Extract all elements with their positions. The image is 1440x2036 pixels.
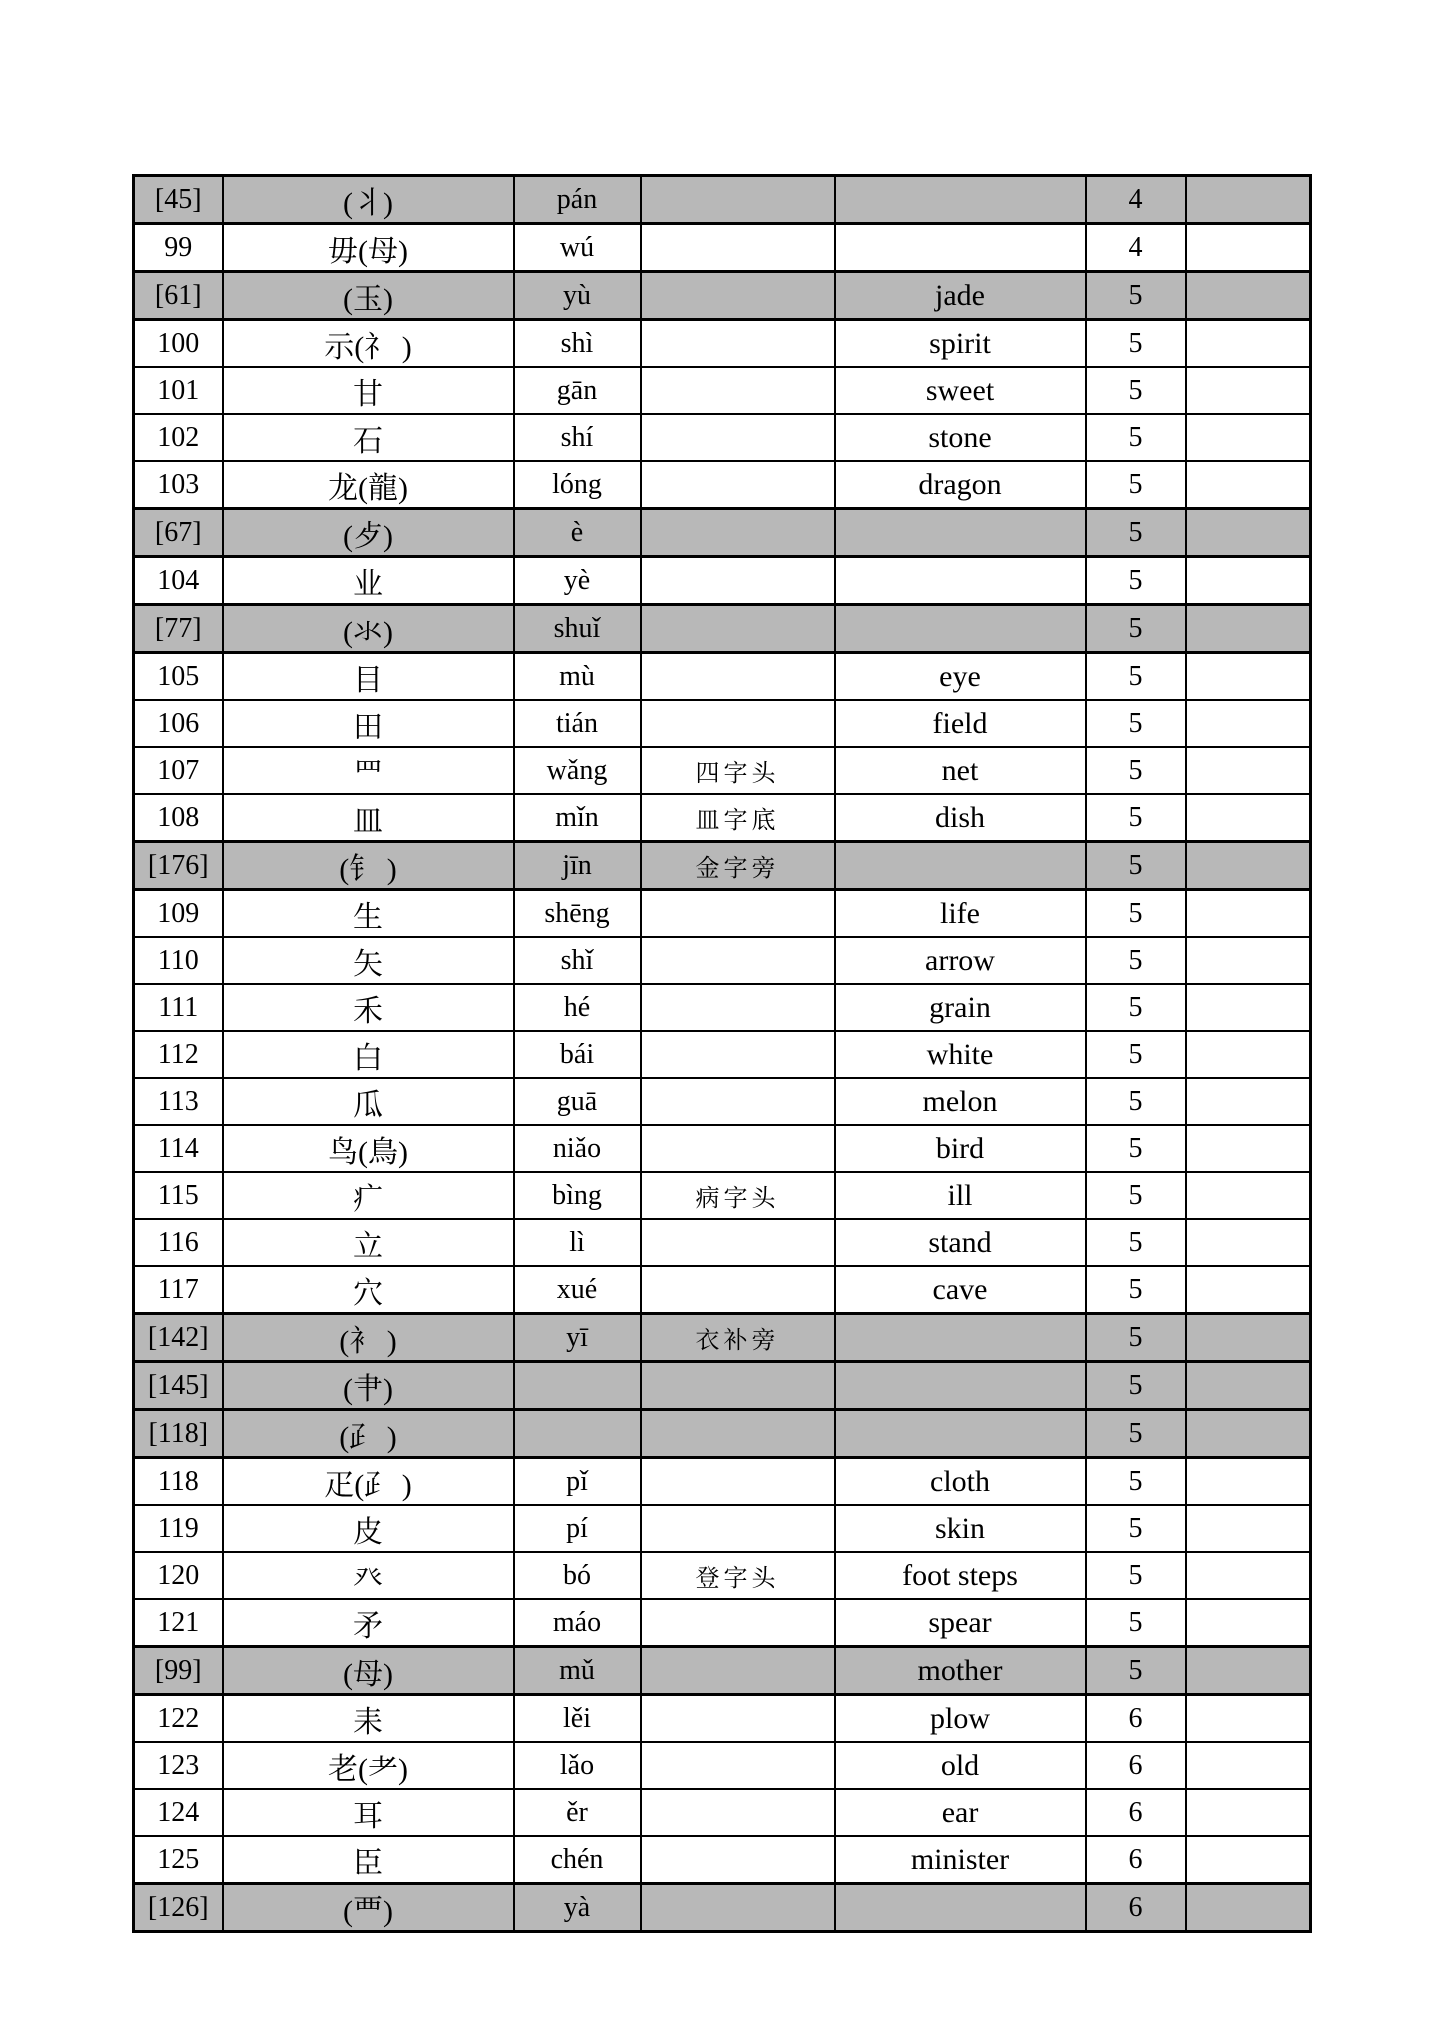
cell-radical-name xyxy=(641,605,835,653)
cell-pinyin: tián xyxy=(514,700,641,747)
cell-stroke-count: 5 xyxy=(1086,509,1186,557)
cell-character: 禾 xyxy=(223,984,514,1031)
table-row xyxy=(134,1031,1311,1078)
cell-radical-name: 金字旁 xyxy=(641,842,835,890)
cell-radical-name xyxy=(641,176,835,224)
cell-meaning: old xyxy=(835,1742,1086,1789)
cell-radical-number: 120 xyxy=(134,1552,223,1599)
cell-stroke-count: 5 xyxy=(1086,984,1186,1031)
cell-character: 矛 xyxy=(223,1599,514,1647)
cell-pinyin: shēng xyxy=(514,890,641,938)
cell-character: (⺪ ) xyxy=(223,1410,514,1458)
cell-pinyin: pán xyxy=(514,176,641,224)
table-row xyxy=(134,1599,1311,1647)
cell-notes xyxy=(1186,1836,1311,1884)
cell-pinyin xyxy=(514,1362,641,1410)
cell-stroke-count: 5 xyxy=(1086,700,1186,747)
table-row xyxy=(134,1410,1311,1458)
cell-notes xyxy=(1186,1219,1311,1266)
cell-radical-number: [67] xyxy=(134,509,223,557)
table-row xyxy=(134,1884,1311,1932)
cell-radical-number: 119 xyxy=(134,1505,223,1552)
cell-radical-name: 皿字底 xyxy=(641,794,835,842)
cell-character: 鸟(鳥) xyxy=(223,1125,514,1172)
cell-stroke-count: 5 xyxy=(1086,1362,1186,1410)
cell-character: 疒 xyxy=(223,1172,514,1219)
cell-radical-number: [45] xyxy=(134,176,223,224)
cell-notes xyxy=(1186,937,1311,984)
cell-meaning: grain xyxy=(835,984,1086,1031)
cell-radical-number: 105 xyxy=(134,653,223,701)
table-row xyxy=(134,747,1311,794)
table-row xyxy=(134,509,1311,557)
cell-notes xyxy=(1186,1125,1311,1172)
cell-meaning xyxy=(835,557,1086,605)
cell-character: 癶 xyxy=(223,1552,514,1599)
cell-notes xyxy=(1186,1078,1311,1125)
cell-meaning xyxy=(835,1410,1086,1458)
cell-radical-name xyxy=(641,1505,835,1552)
table-row xyxy=(134,414,1311,461)
cell-stroke-count: 5 xyxy=(1086,1266,1186,1314)
cell-notes xyxy=(1186,747,1311,794)
cell-character: 罒 xyxy=(223,747,514,794)
table-row xyxy=(134,794,1311,842)
cell-stroke-count: 5 xyxy=(1086,1172,1186,1219)
cell-notes xyxy=(1186,509,1311,557)
cell-radical-number: 111 xyxy=(134,984,223,1031)
cell-radical-number: 103 xyxy=(134,461,223,509)
cell-pinyin: jīn xyxy=(514,842,641,890)
cell-stroke-count: 5 xyxy=(1086,1410,1186,1458)
cell-radical-number: 117 xyxy=(134,1266,223,1314)
cell-radical-name xyxy=(641,700,835,747)
cell-character: (玉) xyxy=(223,272,514,320)
cell-stroke-count: 5 xyxy=(1086,1219,1186,1266)
cell-pinyin: lěi xyxy=(514,1695,641,1743)
cell-character: (母) xyxy=(223,1647,514,1695)
table-row xyxy=(134,461,1311,509)
cell-notes xyxy=(1186,700,1311,747)
table-row xyxy=(134,1695,1311,1743)
cell-radical-number: 118 xyxy=(134,1458,223,1506)
cell-notes xyxy=(1186,890,1311,938)
cell-meaning: white xyxy=(835,1031,1086,1078)
cell-meaning: sweet xyxy=(835,367,1086,414)
cell-character: 目 xyxy=(223,653,514,701)
cell-radical-number: 108 xyxy=(134,794,223,842)
cell-radical-name xyxy=(641,1125,835,1172)
cell-character: 矢 xyxy=(223,937,514,984)
cell-radical-name xyxy=(641,1410,835,1458)
cell-stroke-count: 5 xyxy=(1086,1599,1186,1647)
cell-radical-number: 114 xyxy=(134,1125,223,1172)
cell-meaning: stand xyxy=(835,1219,1086,1266)
cell-stroke-count: 4 xyxy=(1086,176,1186,224)
cell-meaning: field xyxy=(835,700,1086,747)
cell-meaning xyxy=(835,1314,1086,1362)
cell-radical-name: 四字头 xyxy=(641,747,835,794)
cell-notes xyxy=(1186,1410,1311,1458)
cell-radical-number: 106 xyxy=(134,700,223,747)
cell-character: (肀) xyxy=(223,1362,514,1410)
cell-notes xyxy=(1186,320,1311,368)
cell-meaning: plow xyxy=(835,1695,1086,1743)
cell-character: 龙(龍) xyxy=(223,461,514,509)
cell-pinyin: gān xyxy=(514,367,641,414)
cell-radical-number: 121 xyxy=(134,1599,223,1647)
cell-character: 生 xyxy=(223,890,514,938)
table-row xyxy=(134,605,1311,653)
cell-meaning: stone xyxy=(835,414,1086,461)
cell-radical-name xyxy=(641,509,835,557)
cell-radical-number: [118] xyxy=(134,1410,223,1458)
cell-notes xyxy=(1186,176,1311,224)
cell-pinyin: mǐn xyxy=(514,794,641,842)
cell-radical-name xyxy=(641,320,835,368)
cell-notes xyxy=(1186,1695,1311,1743)
cell-radical-name xyxy=(641,1789,835,1836)
cell-radical-number: 110 xyxy=(134,937,223,984)
cell-radical-number: 109 xyxy=(134,890,223,938)
cell-radical-number: 101 xyxy=(134,367,223,414)
cell-radical-number: 107 xyxy=(134,747,223,794)
cell-notes xyxy=(1186,224,1311,272)
table-row xyxy=(134,984,1311,1031)
cell-stroke-count: 5 xyxy=(1086,1031,1186,1078)
cell-notes xyxy=(1186,984,1311,1031)
cell-meaning: dish xyxy=(835,794,1086,842)
cell-stroke-count: 5 xyxy=(1086,890,1186,938)
cell-pinyin: yè xyxy=(514,557,641,605)
cell-pinyin: shǐ xyxy=(514,937,641,984)
cell-meaning: dragon xyxy=(835,461,1086,509)
table-row xyxy=(134,1172,1311,1219)
cell-character: 臣 xyxy=(223,1836,514,1884)
cell-notes xyxy=(1186,1599,1311,1647)
cell-pinyin: pí xyxy=(514,1505,641,1552)
table-row xyxy=(134,1362,1311,1410)
cell-radical-name xyxy=(641,1742,835,1789)
cell-radical-number: [176] xyxy=(134,842,223,890)
table-row xyxy=(134,842,1311,890)
table-row xyxy=(134,1789,1311,1836)
cell-notes xyxy=(1186,1647,1311,1695)
cell-pinyin: yà xyxy=(514,1884,641,1932)
cell-meaning xyxy=(835,1884,1086,1932)
cell-radical-name xyxy=(641,367,835,414)
cell-radical-name xyxy=(641,1836,835,1884)
cell-pinyin: shuǐ xyxy=(514,605,641,653)
cell-meaning: cloth xyxy=(835,1458,1086,1506)
cell-radical-name xyxy=(641,937,835,984)
cell-pinyin xyxy=(514,1410,641,1458)
cell-radical-number: 124 xyxy=(134,1789,223,1836)
cell-character: (钅 ) xyxy=(223,842,514,890)
cell-radical-number: [145] xyxy=(134,1362,223,1410)
cell-notes xyxy=(1186,1172,1311,1219)
cell-stroke-count: 5 xyxy=(1086,320,1186,368)
table-row xyxy=(134,272,1311,320)
cell-stroke-count: 5 xyxy=(1086,605,1186,653)
cell-pinyin: shì xyxy=(514,320,641,368)
cell-radical-name xyxy=(641,653,835,701)
cell-stroke-count: 5 xyxy=(1086,557,1186,605)
cell-radical-name xyxy=(641,557,835,605)
cell-character: (氺) xyxy=(223,605,514,653)
cell-radical-name xyxy=(641,1078,835,1125)
cell-character: 耒 xyxy=(223,1695,514,1743)
cell-radical-number: 102 xyxy=(134,414,223,461)
cell-notes xyxy=(1186,1314,1311,1362)
table-row xyxy=(134,1314,1311,1362)
table-row xyxy=(134,367,1311,414)
cell-stroke-count: 5 xyxy=(1086,272,1186,320)
cell-character: 老(耂) xyxy=(223,1742,514,1789)
cell-stroke-count: 5 xyxy=(1086,747,1186,794)
cell-radical-name xyxy=(641,1031,835,1078)
cell-radical-number: 123 xyxy=(134,1742,223,1789)
cell-character: 石 xyxy=(223,414,514,461)
cell-pinyin: niǎo xyxy=(514,1125,641,1172)
cell-stroke-count: 6 xyxy=(1086,1695,1186,1743)
cell-stroke-count: 5 xyxy=(1086,1458,1186,1506)
cell-pinyin: shí xyxy=(514,414,641,461)
cell-notes xyxy=(1186,605,1311,653)
cell-radical-number: [126] xyxy=(134,1884,223,1932)
cell-notes xyxy=(1186,1552,1311,1599)
cell-radical-number: [142] xyxy=(134,1314,223,1362)
cell-radical-name xyxy=(641,1266,835,1314)
cell-pinyin: ěr xyxy=(514,1789,641,1836)
table-row xyxy=(134,1219,1311,1266)
cell-radical-number: 115 xyxy=(134,1172,223,1219)
cell-notes xyxy=(1186,414,1311,461)
cell-meaning: foot steps xyxy=(835,1552,1086,1599)
cell-notes xyxy=(1186,272,1311,320)
cell-character: 示(礻 ) xyxy=(223,320,514,368)
table-row xyxy=(134,320,1311,368)
cell-pinyin: chén xyxy=(514,1836,641,1884)
cell-stroke-count: 5 xyxy=(1086,937,1186,984)
cell-notes xyxy=(1186,1884,1311,1932)
cell-pinyin: bó xyxy=(514,1552,641,1599)
cell-pinyin: lì xyxy=(514,1219,641,1266)
cell-meaning: life xyxy=(835,890,1086,938)
table-row xyxy=(134,1458,1311,1506)
cell-character: 白 xyxy=(223,1031,514,1078)
cell-radical-number: 99 xyxy=(134,224,223,272)
cell-stroke-count: 6 xyxy=(1086,1789,1186,1836)
table-row xyxy=(134,557,1311,605)
cell-character: 皿 xyxy=(223,794,514,842)
cell-meaning: spirit xyxy=(835,320,1086,368)
cell-radical-name xyxy=(641,1884,835,1932)
cell-character: 甘 xyxy=(223,367,514,414)
cell-meaning: ill xyxy=(835,1172,1086,1219)
cell-pinyin: hé xyxy=(514,984,641,1031)
cell-stroke-count: 5 xyxy=(1086,1125,1186,1172)
cell-stroke-count: 5 xyxy=(1086,794,1186,842)
cell-notes xyxy=(1186,1266,1311,1314)
cell-pinyin: xué xyxy=(514,1266,641,1314)
cell-notes xyxy=(1186,1789,1311,1836)
cell-radical-number: [77] xyxy=(134,605,223,653)
cell-character: (歺) xyxy=(223,509,514,557)
table-row xyxy=(134,1125,1311,1172)
cell-pinyin: wǎng xyxy=(514,747,641,794)
cell-stroke-count: 5 xyxy=(1086,414,1186,461)
cell-notes xyxy=(1186,461,1311,509)
cell-radical-name xyxy=(641,1458,835,1506)
table-row xyxy=(134,1552,1311,1599)
cell-meaning: ear xyxy=(835,1789,1086,1836)
cell-stroke-count: 5 xyxy=(1086,653,1186,701)
cell-radical-number: 125 xyxy=(134,1836,223,1884)
cell-meaning: bird xyxy=(835,1125,1086,1172)
cell-radical-number: [61] xyxy=(134,272,223,320)
cell-meaning xyxy=(835,605,1086,653)
table-row xyxy=(134,700,1311,747)
cell-meaning xyxy=(835,842,1086,890)
cell-stroke-count: 5 xyxy=(1086,1647,1186,1695)
cell-character: 立 xyxy=(223,1219,514,1266)
cell-character: 穴 xyxy=(223,1266,514,1314)
cell-character: (丬) xyxy=(223,176,514,224)
cell-character: 田 xyxy=(223,700,514,747)
cell-meaning: melon xyxy=(835,1078,1086,1125)
cell-radical-name xyxy=(641,1599,835,1647)
cell-radical-name xyxy=(641,414,835,461)
cell-meaning: jade xyxy=(835,272,1086,320)
cell-meaning: minister xyxy=(835,1836,1086,1884)
cell-stroke-count: 6 xyxy=(1086,1884,1186,1932)
cell-notes xyxy=(1186,557,1311,605)
cell-pinyin: yù xyxy=(514,272,641,320)
cell-radical-name xyxy=(641,224,835,272)
cell-character: (覀) xyxy=(223,1884,514,1932)
cell-radical-number: [99] xyxy=(134,1647,223,1695)
cell-radical-number: 104 xyxy=(134,557,223,605)
cell-radical-name xyxy=(641,1647,835,1695)
table-row xyxy=(134,1505,1311,1552)
cell-radical-name xyxy=(641,461,835,509)
cell-character: 业 xyxy=(223,557,514,605)
table-row xyxy=(134,937,1311,984)
cell-stroke-count: 5 xyxy=(1086,1505,1186,1552)
cell-radical-name xyxy=(641,1362,835,1410)
cell-meaning: net xyxy=(835,747,1086,794)
cell-pinyin: mù xyxy=(514,653,641,701)
radical-table xyxy=(132,174,1312,1933)
cell-pinyin: wú xyxy=(514,224,641,272)
table-row xyxy=(134,1836,1311,1884)
table-row xyxy=(134,1078,1311,1125)
cell-pinyin: mǔ xyxy=(514,1647,641,1695)
cell-character: 瓜 xyxy=(223,1078,514,1125)
cell-radical-name: 病字头 xyxy=(641,1172,835,1219)
cell-radical-number: 116 xyxy=(134,1219,223,1266)
cell-character: 耳 xyxy=(223,1789,514,1836)
cell-pinyin: pǐ xyxy=(514,1458,641,1506)
cell-meaning xyxy=(835,176,1086,224)
cell-notes xyxy=(1186,1505,1311,1552)
cell-radical-number: 100 xyxy=(134,320,223,368)
cell-radical-name xyxy=(641,1219,835,1266)
cell-radical-name xyxy=(641,890,835,938)
cell-notes xyxy=(1186,794,1311,842)
cell-meaning: arrow xyxy=(835,937,1086,984)
cell-stroke-count: 4 xyxy=(1086,224,1186,272)
cell-notes xyxy=(1186,367,1311,414)
cell-pinyin: lǎo xyxy=(514,1742,641,1789)
cell-radical-name: 衣补旁 xyxy=(641,1314,835,1362)
cell-pinyin: è xyxy=(514,509,641,557)
table-row xyxy=(134,653,1311,701)
cell-stroke-count: 5 xyxy=(1086,461,1186,509)
cell-meaning xyxy=(835,1362,1086,1410)
cell-stroke-count: 5 xyxy=(1086,1314,1186,1362)
cell-meaning xyxy=(835,509,1086,557)
cell-radical-name xyxy=(641,984,835,1031)
cell-meaning: mother xyxy=(835,1647,1086,1695)
cell-stroke-count: 5 xyxy=(1086,842,1186,890)
cell-meaning: cave xyxy=(835,1266,1086,1314)
cell-stroke-count: 6 xyxy=(1086,1742,1186,1789)
table-row xyxy=(134,1266,1311,1314)
cell-character: 毋(母) xyxy=(223,224,514,272)
table-row xyxy=(134,1742,1311,1789)
cell-notes xyxy=(1186,1031,1311,1078)
table-row xyxy=(134,176,1311,224)
cell-pinyin: máo xyxy=(514,1599,641,1647)
cell-meaning: spear xyxy=(835,1599,1086,1647)
cell-meaning xyxy=(835,224,1086,272)
table-row xyxy=(134,1647,1311,1695)
cell-pinyin: bái xyxy=(514,1031,641,1078)
cell-character: 疋(⺪ ) xyxy=(223,1458,514,1506)
cell-radical-name: 登字头 xyxy=(641,1552,835,1599)
cell-pinyin: guā xyxy=(514,1078,641,1125)
cell-notes xyxy=(1186,1458,1311,1506)
cell-notes xyxy=(1186,1362,1311,1410)
radical-table-body xyxy=(134,176,1311,1932)
cell-stroke-count: 5 xyxy=(1086,1078,1186,1125)
cell-meaning: skin xyxy=(835,1505,1086,1552)
cell-stroke-count: 5 xyxy=(1086,1552,1186,1599)
cell-pinyin: bìng xyxy=(514,1172,641,1219)
cell-stroke-count: 5 xyxy=(1086,367,1186,414)
cell-radical-name xyxy=(641,272,835,320)
cell-radical-name xyxy=(641,1695,835,1743)
cell-radical-number: 113 xyxy=(134,1078,223,1125)
cell-radical-number: 122 xyxy=(134,1695,223,1743)
cell-character: 皮 xyxy=(223,1505,514,1552)
cell-notes xyxy=(1186,653,1311,701)
table-row xyxy=(134,890,1311,938)
cell-stroke-count: 6 xyxy=(1086,1836,1186,1884)
cell-radical-number: 112 xyxy=(134,1031,223,1078)
table-row xyxy=(134,224,1311,272)
cell-pinyin: lóng xyxy=(514,461,641,509)
cell-notes xyxy=(1186,842,1311,890)
cell-meaning: eye xyxy=(835,653,1086,701)
cell-notes xyxy=(1186,1742,1311,1789)
cell-character: (衤 ) xyxy=(223,1314,514,1362)
cell-pinyin: yī xyxy=(514,1314,641,1362)
